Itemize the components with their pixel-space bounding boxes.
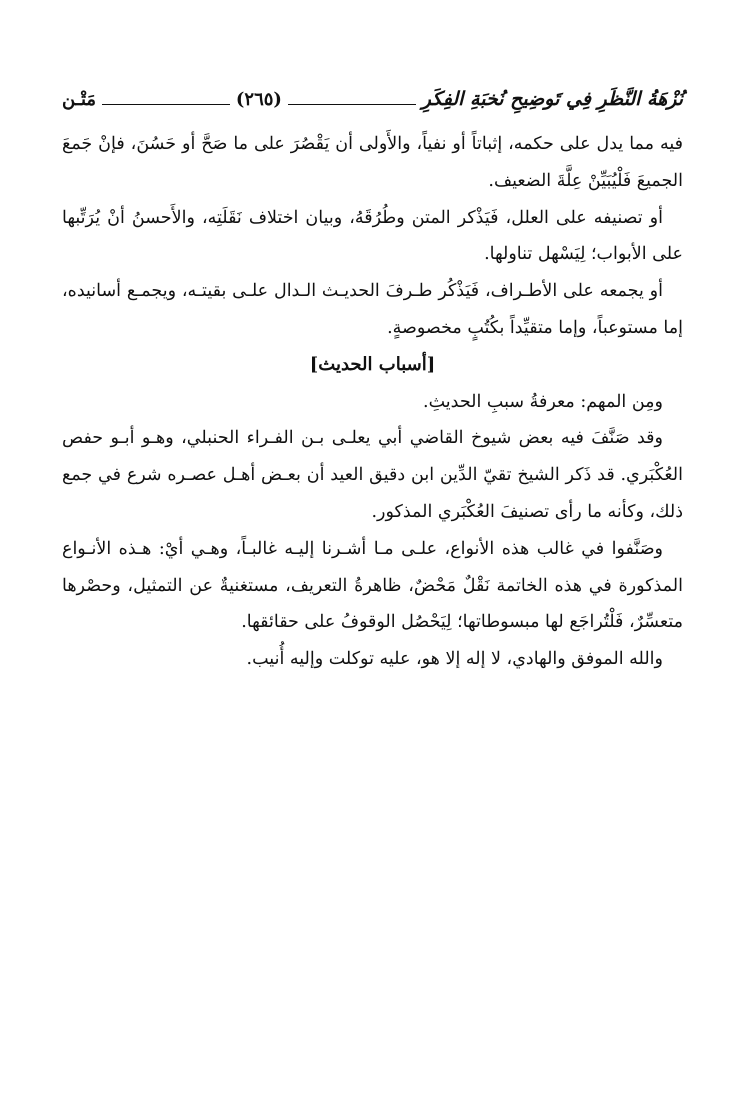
running-head-section: مَتْـن bbox=[61, 88, 97, 110]
paragraph: وصَنَّفوا في غالب هذه الأنواع، علـى مـا أشـرنا إليـه غالبـاً، وهـي أيْ: هـذه الأنـواع المذكورة في هذه الخاتمة نَقْلٌ مَحْضٌ، ظاهرةُ التعريف، مستغنيةٌ عن التمثيل، وحصْرها متعسِّرٌ، فَلْتُراجَع لها مبسوطاتها؛ لِيَحْصُل الوقوفُ على حقائقها. bbox=[62, 538, 683, 633]
body-text bbox=[62, 126, 683, 678]
running-head-rule-right bbox=[288, 104, 416, 105]
paragraph: ومِن المهم: معرفةُ سببِ الحديثِ. bbox=[423, 391, 663, 412]
running-head bbox=[62, 82, 683, 116]
paragraph: فيه مما يدل على حكمه، إثباتاً أو نفياً، والأَولى أن يَقْصُرَ على ما صَحَّ أو حَسُنَ، فإنْ جَمعَ الجميعَ فَلْيُبَيِّنْ عِلَّةَ الضعيف. bbox=[62, 134, 683, 191]
running-head-book-title: نُزْهَةُ النَّظَرِ فِي تَوضِيحِ نُخبَةِ الفِكَرِ bbox=[421, 88, 683, 110]
paragraph: أو يجمعه على الأطـراف، فَيَذْكُر طـرفَ الحديـث الـدال علـى بقيتـه، ويجمـع أسانيده، إما مستوعباً، وإما متقيِّداً بكُتُبٍ مخصوصةٍ. bbox=[62, 281, 683, 338]
page-number: (٢٦٥) bbox=[235, 88, 282, 110]
paragraph: وقد صَنَّفَ فيه بعض شيوخ القاضي أبي يعلـى بـن الفـراء الحنبلي، وهـو أبـو حفص العُكْبَري. قد ذَكر الشيخ تقيّ الدِّين ابن دقيق العيد أن بعـض أهـل عصـره شرع في جمع ذلك، وكأنه ما رأى تصنيفَ العُكْبَري المذكور. bbox=[62, 428, 683, 522]
paragraph: والله الموفق والهادي، لا إله إلا هو، عليه توكلت وإليه أُنيب. bbox=[246, 649, 663, 670]
running-head-rule-left bbox=[102, 104, 230, 105]
section-heading: [أسباب الحديث] bbox=[309, 353, 436, 375]
paragraph: أو تصنيفه على العلل، فَيَذْكر المتن وطُرُقَهُ، وبيان اختلاف نَقَلَتِه، والأَحسنُ أنْ يُرَتِّبها على الأبواب؛ لِيَسْهل تناولها. bbox=[62, 207, 683, 265]
